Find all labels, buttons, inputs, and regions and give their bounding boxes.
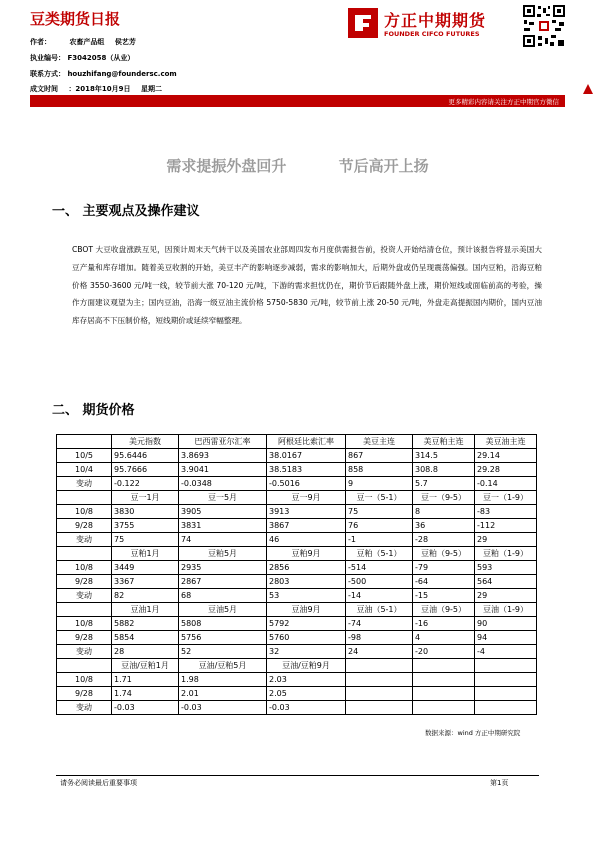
license-label: 执业编号： (30, 54, 65, 62)
wechat-slogan: 更多精彩内容请关注方正中期官方微信 (448, 98, 559, 106)
table-cell: 豆油（1-9） (475, 603, 537, 617)
logo-text-en: FOUNDER CIFCO FUTURES (384, 30, 480, 38)
row-label-cell: 10/8 (57, 505, 112, 519)
table-cell: 82 (112, 589, 179, 603)
table-cell: -83 (475, 505, 537, 519)
row-label-cell: 变动 (57, 533, 112, 547)
table-cell: 2935 (179, 561, 267, 575)
table-cell: 3830 (112, 505, 179, 519)
table-cell: 29 (475, 533, 537, 547)
table-cell: 74 (179, 533, 267, 547)
table-cell: 豆粕5月 (179, 547, 267, 561)
table-row (57, 617, 537, 631)
table-cell: 68 (179, 589, 267, 603)
table-cell: 美豆粕主连 (413, 435, 475, 449)
table-cell: 28 (112, 645, 179, 659)
table-row (57, 561, 537, 575)
table-cell: 豆一（9-5） (413, 491, 475, 505)
row-label-cell: 9/28 (57, 631, 112, 645)
report-brand-title: 豆类期货日报 (30, 10, 121, 28)
table-cell (413, 673, 475, 687)
table-cell: 豆油（5-1） (346, 603, 413, 617)
table-cell: 豆粕1月 (112, 547, 179, 561)
report-title (0, 155, 595, 176)
table-cell: 豆一1月 (112, 491, 179, 505)
table-row (57, 603, 537, 617)
table-cell: 5756 (179, 631, 267, 645)
table-cell: -112 (475, 519, 537, 533)
table-row (57, 533, 537, 547)
table-cell: 豆一（1-9） (475, 491, 537, 505)
futures-price-table (56, 434, 537, 715)
table-cell: -4 (475, 645, 537, 659)
table-cell: 美豆主连 (346, 435, 413, 449)
row-label-cell: 9/28 (57, 519, 112, 533)
table-row (57, 687, 537, 701)
table-cell: 8 (413, 505, 475, 519)
footer-divider (56, 775, 539, 776)
table-cell: 豆油/豆粕5月 (179, 659, 267, 673)
table-cell: -20 (413, 645, 475, 659)
table-cell: 9 (346, 477, 413, 491)
row-label-cell: 9/28 (57, 687, 112, 701)
table-cell (475, 701, 537, 715)
wechat-qr-code[interactable] (522, 4, 566, 48)
table-cell: 3905 (179, 505, 267, 519)
section-heading-prices: 二、 期货价格 (52, 403, 135, 418)
table-cell: 29 (475, 589, 537, 603)
table-cell: -79 (413, 561, 475, 575)
author-name: 侯艺芳 (114, 38, 136, 46)
row-label-cell: 变动 (57, 701, 112, 715)
table-cell: 1.71 (112, 673, 179, 687)
table-cell: 5808 (179, 617, 267, 631)
contact-line (30, 69, 177, 79)
row-label-cell (57, 491, 112, 505)
row-label-cell: 10/8 (57, 561, 112, 575)
table-cell: 豆油/豆粕9月 (267, 659, 346, 673)
table-row (57, 449, 537, 463)
table-cell: 95.6446 (112, 449, 179, 463)
table-cell (346, 701, 413, 715)
table-cell: 53 (267, 589, 346, 603)
table-cell: 3367 (112, 575, 179, 589)
author-line (30, 37, 136, 47)
table-cell: 2856 (267, 561, 346, 575)
row-label-cell: 10/8 (57, 673, 112, 687)
table-cell (346, 687, 413, 701)
table-cell: -0.5016 (267, 477, 346, 491)
table-row (57, 701, 537, 715)
logo-mark-icon (348, 8, 378, 38)
report-title-left: 需求提振外盘回升 (166, 157, 287, 175)
row-label-cell: 变动 (57, 589, 112, 603)
table-cell: 29.28 (475, 463, 537, 477)
summary-paragraph: CBOT 大豆收盘涨跌互见，因预计周末天气转干以及美国农业部周四发布月度供需报告前，投资人开始结清仓位，预计该报告将显示美国大豆产量和库存增加。随着美豆收割的开始，美豆丰产的影响逐步减弱，需求的影响加大，后期外盘或仍呈现震荡偏强。国内豆粕，沿海豆粕价格 3550-3600 元/吨一线，较节前大涨 70-120 元/吨，下游的需求担忧仍在，期价节后跟随外盘上涨，期价短线或面临前高的考验，操作方面建议观望为主；国内豆油，沿海一级豆油主流价格 5750-5830 元/吨，较节前上涨 20-50 元/吨，外盘走高提振国内期价，国内豆油库存居高不下压制价格，短线期价或延续窄幅整理。 (72, 245, 542, 326)
table-cell: 2867 (179, 575, 267, 589)
report-title-right: 节后高开上扬 (338, 157, 429, 175)
table-cell: -514 (346, 561, 413, 575)
table-cell: 564 (475, 575, 537, 589)
table-cell: 豆油9月 (267, 603, 346, 617)
table-cell: 3.9041 (179, 463, 267, 477)
table-cell: 豆粕（5-1） (346, 547, 413, 561)
table-cell: -0.03 (179, 701, 267, 715)
table-cell: 2803 (267, 575, 346, 589)
table-cell: 314.5 (413, 449, 475, 463)
table-cell: 豆粕（1-9） (475, 547, 537, 561)
table-cell: 75 (112, 533, 179, 547)
table-cell: 5.7 (413, 477, 475, 491)
table-row (57, 547, 537, 561)
table-row (57, 477, 537, 491)
table-cell: 豆一5月 (179, 491, 267, 505)
date-value: ：2018年10月9日 (68, 85, 131, 93)
table-cell: 46 (267, 533, 346, 547)
table-row (57, 505, 537, 519)
table-cell: 858 (346, 463, 413, 477)
row-label-cell: 9/28 (57, 575, 112, 589)
table-cell (346, 673, 413, 687)
table-cell: 美元指数 (112, 435, 179, 449)
table-row (57, 491, 537, 505)
table-cell: 巴西雷亚尔汇率 (179, 435, 267, 449)
table-row (57, 659, 537, 673)
table-cell: 38.0167 (267, 449, 346, 463)
license-value: F3042058（从业） (67, 54, 135, 62)
table-cell: 5792 (267, 617, 346, 631)
table-cell: 豆油/豆粕1月 (112, 659, 179, 673)
license-line (30, 53, 134, 63)
table-cell: -98 (346, 631, 413, 645)
table-cell: 4 (413, 631, 475, 645)
table-cell: 豆一（5-1） (346, 491, 413, 505)
table-cell: 2.01 (179, 687, 267, 701)
table-cell: 美豆油主连 (475, 435, 537, 449)
table-row (57, 519, 537, 533)
table-cell: -0.122 (112, 477, 179, 491)
table-cell: 豆一9月 (267, 491, 346, 505)
table-row (57, 435, 537, 449)
table-cell: 2.05 (267, 687, 346, 701)
table-cell: -14 (346, 589, 413, 603)
table-cell: 3.8693 (179, 449, 267, 463)
table-cell: 38.5183 (267, 463, 346, 477)
company-logo (348, 6, 538, 46)
table-cell: 5882 (112, 617, 179, 631)
data-source-note: 数据来源：wind 方正中期研究院 (425, 729, 521, 737)
table-cell: 52 (179, 645, 267, 659)
row-label-cell (57, 547, 112, 561)
table-cell (413, 687, 475, 701)
table-cell: -16 (413, 617, 475, 631)
author-team: 农畜产品组 (69, 38, 105, 46)
table-cell: 5760 (267, 631, 346, 645)
table-row (57, 589, 537, 603)
table-cell: 90 (475, 617, 537, 631)
row-label-cell (57, 603, 112, 617)
table-cell: 593 (475, 561, 537, 575)
table-cell: 36 (413, 519, 475, 533)
table-cell: 24 (346, 645, 413, 659)
table-row (57, 645, 537, 659)
table-cell: 豆粕（9-5） (413, 547, 475, 561)
table-cell: 29.14 (475, 449, 537, 463)
table-cell: 5854 (112, 631, 179, 645)
author-label: 作者： (30, 38, 51, 46)
table-cell: 32 (267, 645, 346, 659)
table-cell (475, 659, 537, 673)
table-cell: -64 (413, 575, 475, 589)
date-label: 成文时间 (30, 85, 58, 93)
contact-label: 联系方式： (30, 70, 65, 78)
table-cell: -0.14 (475, 477, 537, 491)
table-row (57, 463, 537, 477)
back-to-top-arrow-icon[interactable] (583, 84, 593, 94)
table-cell: 3867 (267, 519, 346, 533)
table-cell: 豆油1月 (112, 603, 179, 617)
table-cell: -15 (413, 589, 475, 603)
table-cell: 阿根廷比索汇率 (267, 435, 346, 449)
table-cell: 3913 (267, 505, 346, 519)
table-cell: -500 (346, 575, 413, 589)
table-row (57, 631, 537, 645)
table-cell: 94 (475, 631, 537, 645)
table-cell: -74 (346, 617, 413, 631)
table-cell: 3831 (179, 519, 267, 533)
table-cell: 867 (346, 449, 413, 463)
table-row (57, 673, 537, 687)
logo-text-cn: 方正中期期货 (384, 11, 487, 30)
table-cell: -0.0348 (179, 477, 267, 491)
table-cell (475, 687, 537, 701)
row-label-cell (57, 435, 112, 449)
table-cell: 豆粕9月 (267, 547, 346, 561)
row-label-cell: 变动 (57, 477, 112, 491)
row-label-cell (57, 659, 112, 673)
qr-code-icon (522, 4, 566, 48)
row-label-cell: 10/4 (57, 463, 112, 477)
weekday: 星期二 (140, 85, 162, 93)
table-cell: -1 (346, 533, 413, 547)
footer-disclaimer: 请务必阅读最后重要事项 (60, 779, 137, 787)
table-cell: 308.8 (413, 463, 475, 477)
table-cell: 3755 (112, 519, 179, 533)
row-label-cell: 变动 (57, 645, 112, 659)
row-label-cell: 10/5 (57, 449, 112, 463)
page-number: 第1页 (490, 779, 509, 787)
table-cell: 1.98 (179, 673, 267, 687)
contact-value[interactable]: houzhifang@foundersc.com (67, 70, 177, 78)
table-cell: 76 (346, 519, 413, 533)
table-cell: -28 (413, 533, 475, 547)
table-cell: 豆油5月 (179, 603, 267, 617)
table-row (57, 575, 537, 589)
table-cell: 豆油（9-5） (413, 603, 475, 617)
table-cell (413, 701, 475, 715)
table-cell: 95.7666 (112, 463, 179, 477)
table-cell: 3449 (112, 561, 179, 575)
table-cell: 2.03 (267, 673, 346, 687)
section-heading-views: 一、 主要观点及操作建议 (52, 204, 200, 219)
table-cell: -0.03 (112, 701, 179, 715)
date-line (30, 84, 162, 94)
table-cell (475, 673, 537, 687)
table-cell (346, 659, 413, 673)
table-cell: 1.74 (112, 687, 179, 701)
table-cell: -0.03 (267, 701, 346, 715)
table-cell: 75 (346, 505, 413, 519)
row-label-cell: 10/8 (57, 617, 112, 631)
table-cell (413, 659, 475, 673)
